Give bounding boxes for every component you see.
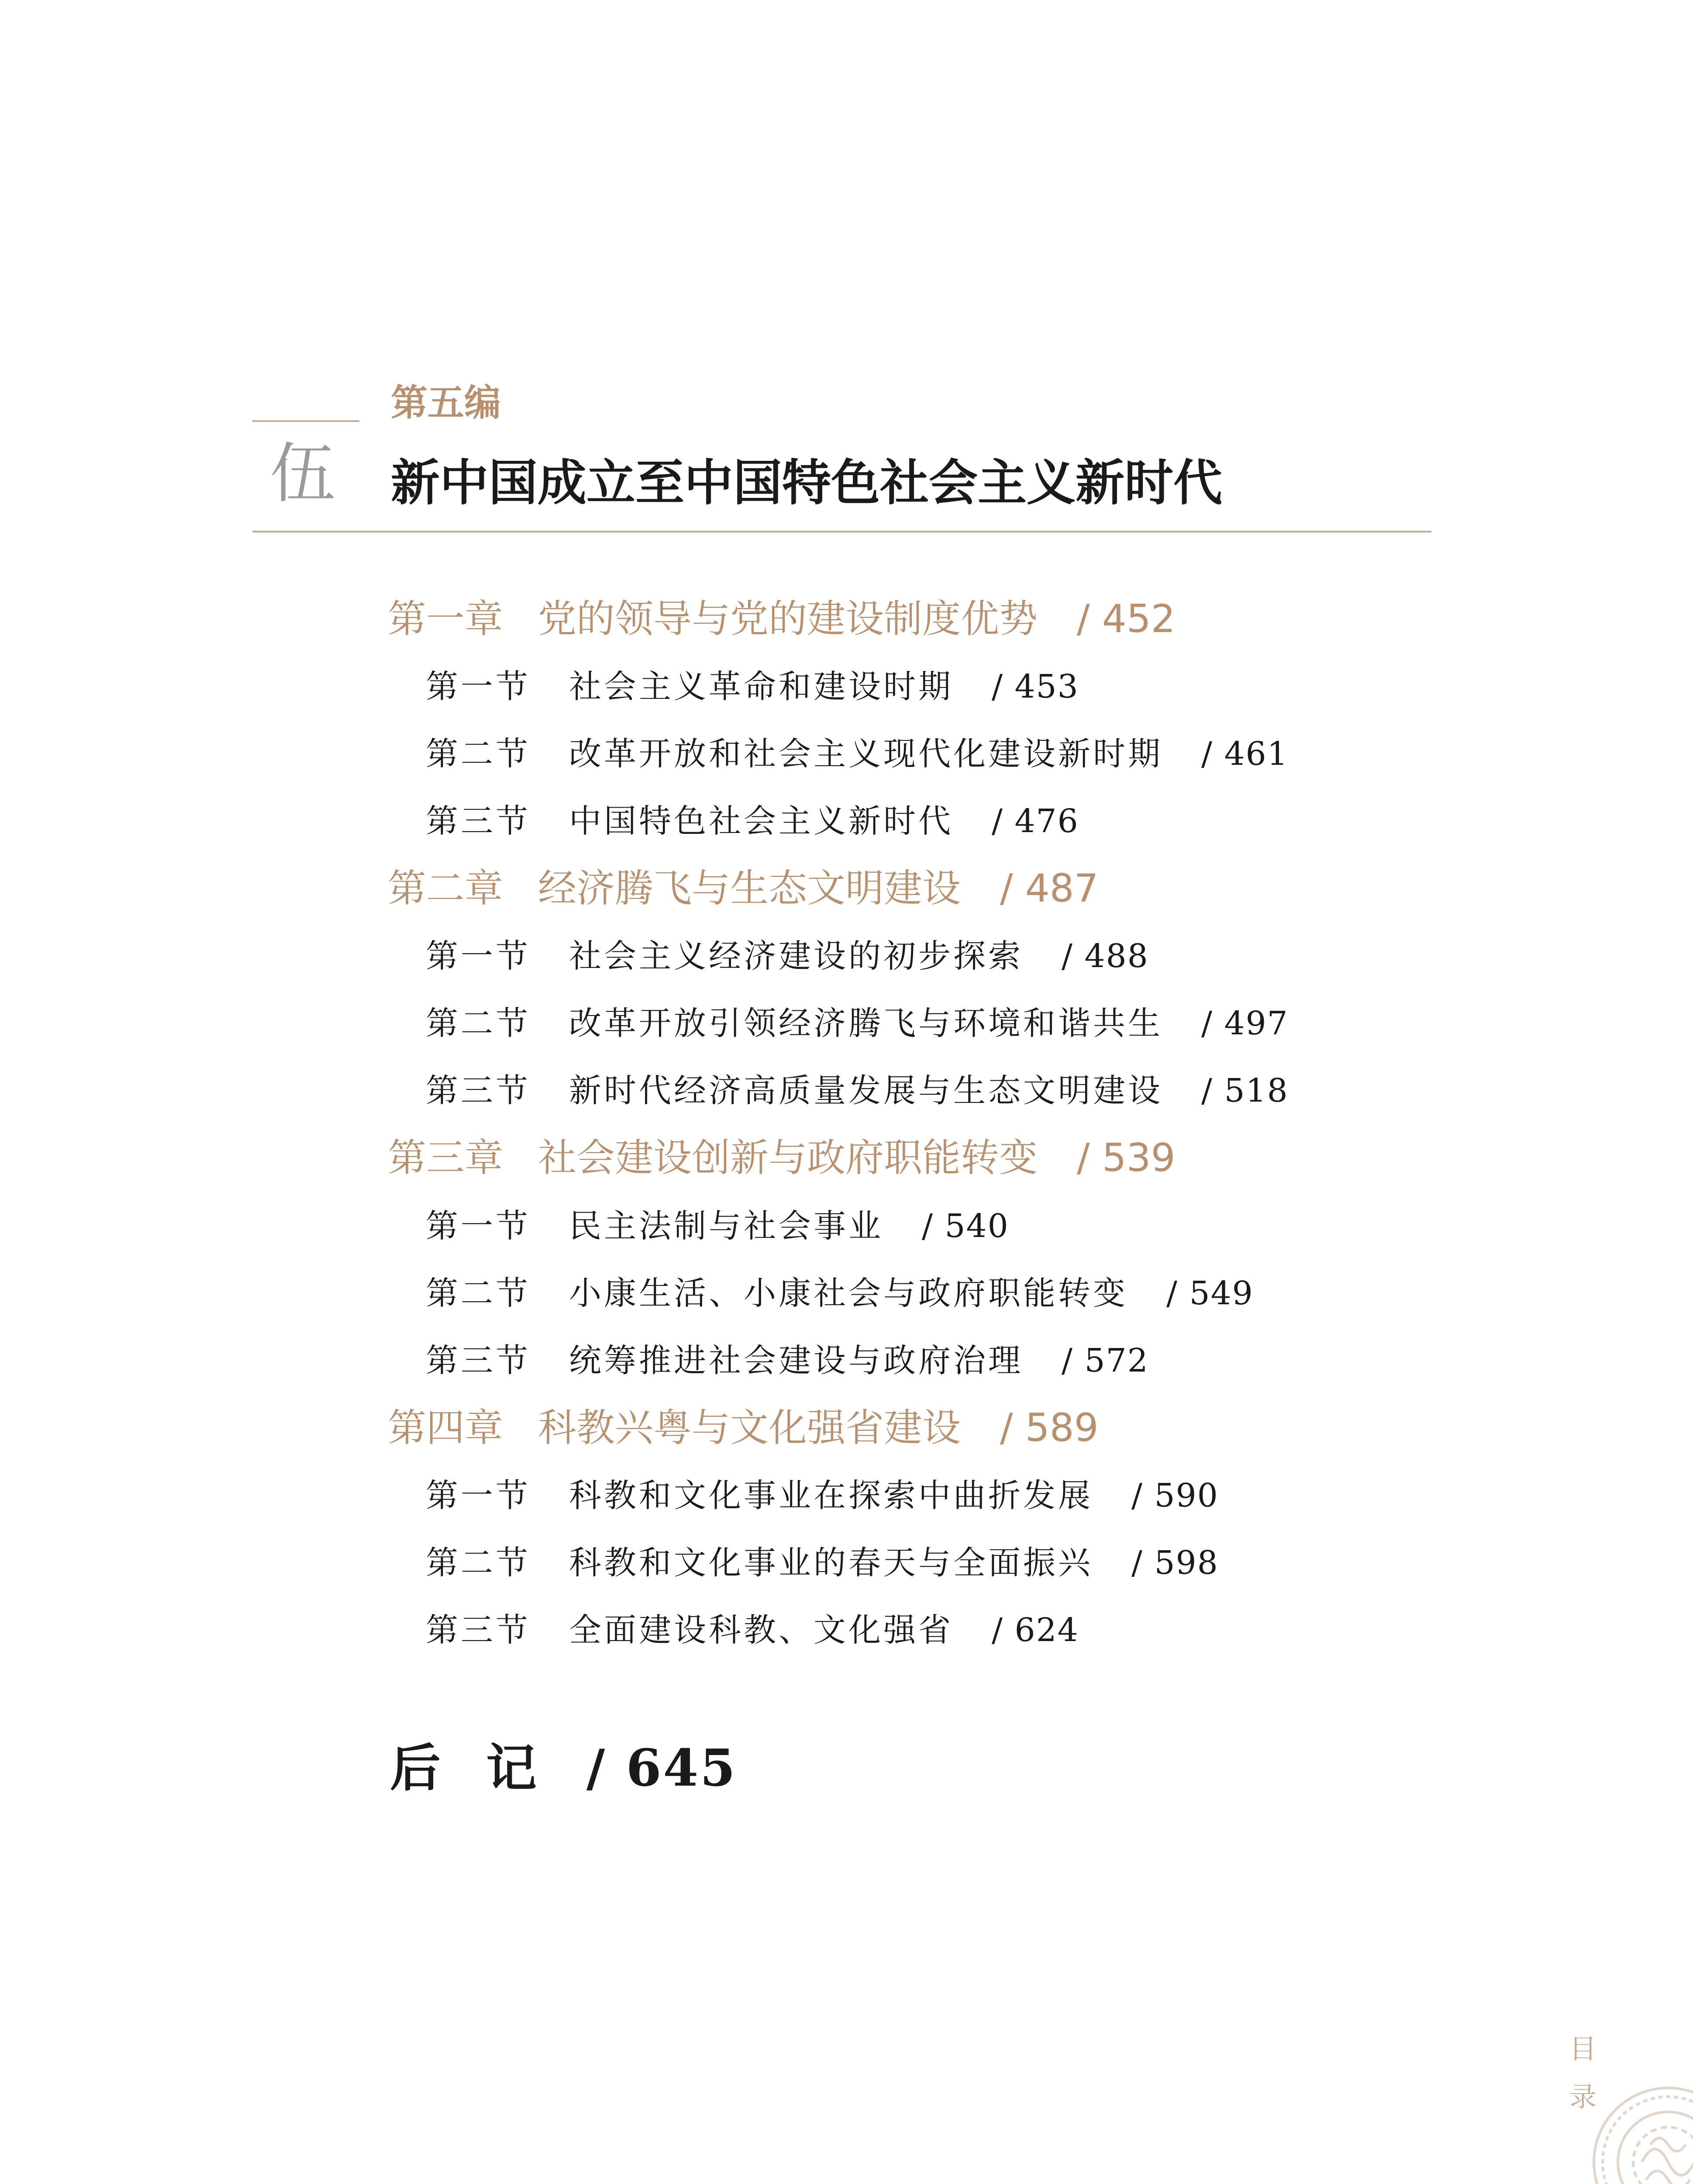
- section-3-3[interactable]: [426, 1344, 1149, 1377]
- section-page: / 453: [992, 668, 1079, 705]
- section-4-3[interactable]: [426, 1611, 1079, 1649]
- afterword-label-second: 记: [486, 1738, 538, 1798]
- section-3-2[interactable]: [426, 1277, 1254, 1310]
- section-3-1[interactable]: [426, 1207, 1009, 1245]
- section-page: / 624: [992, 1611, 1079, 1649]
- section-number: 第二节: [426, 1544, 531, 1582]
- chapter-number: 第四章: [388, 1405, 503, 1450]
- chapter-number: 第一章: [388, 596, 503, 641]
- section-number: 第一节: [426, 1207, 531, 1245]
- section-number: 第三节: [426, 1611, 531, 1649]
- afterword-page: / 645: [586, 1738, 737, 1798]
- section-2-2[interactable]: [426, 1007, 1289, 1040]
- chapter-page: / 539: [1077, 1135, 1176, 1180]
- section-page: / 598: [1131, 1544, 1219, 1582]
- chapter-title: 科教兴粤与文化强省建设: [538, 1405, 961, 1450]
- afterword-entry[interactable]: [390, 1738, 737, 1798]
- section-title: 中国特色社会主义新时代: [569, 802, 953, 840]
- chapter-title: 社会建设创新与政府职能转变: [538, 1135, 1038, 1180]
- section-page: / 572: [1062, 1342, 1149, 1379]
- part-title-rule: [252, 531, 1431, 532]
- chapter-page: / 452: [1077, 596, 1176, 641]
- section-page: / 590: [1131, 1477, 1219, 1514]
- section-title: 社会主义经济建设的初步探索: [569, 937, 1023, 975]
- section-title: 全面建设科教、文化强省: [569, 1611, 953, 1649]
- section-page: / 476: [992, 802, 1079, 840]
- section-page: / 549: [1166, 1275, 1254, 1312]
- section-page: / 540: [922, 1207, 1009, 1245]
- section-1-1[interactable]: [426, 670, 1079, 703]
- chapter-4[interactable]: [388, 1405, 1099, 1450]
- chapter-page: / 487: [1000, 866, 1099, 911]
- section-title: 统筹推进社会建设与政府治理: [569, 1342, 1023, 1379]
- section-page: / 488: [1062, 937, 1149, 975]
- sidebar-char-mu: 目: [1569, 2033, 1597, 2065]
- section-title: 改革开放引领经济腾飞与环境和谐共生: [569, 1005, 1163, 1042]
- chapter-1[interactable]: [388, 596, 1176, 641]
- section-2-3[interactable]: [426, 1072, 1289, 1109]
- section-number: 第二节: [426, 1005, 531, 1042]
- chapter-number: 第三章: [388, 1135, 503, 1180]
- chapter-number: 第二章: [388, 866, 503, 911]
- section-4-2[interactable]: [426, 1544, 1219, 1582]
- section-number: 第二节: [426, 1275, 531, 1312]
- sidebar-char-lu: 录: [1569, 2081, 1597, 2113]
- section-title: 改革开放和社会主义现代化建设新时期: [569, 735, 1163, 773]
- section-title: 科教和文化事业在探索中曲折发展: [569, 1477, 1093, 1514]
- part-numeral: 伍: [270, 436, 336, 512]
- section-number: 第三节: [426, 1342, 531, 1379]
- chapter-page: / 589: [1000, 1405, 1099, 1450]
- section-number: 第二节: [426, 735, 531, 773]
- section-title: 科教和文化事业的春天与全面振兴: [569, 1544, 1093, 1582]
- section-2-1[interactable]: [426, 937, 1149, 975]
- section-number: 第一节: [426, 937, 531, 975]
- decorative-seal-icon: [1590, 2084, 1693, 2184]
- section-number: 第一节: [426, 1477, 531, 1514]
- afterword-label-first: 后: [390, 1738, 442, 1798]
- section-title: 民主法制与社会事业: [569, 1207, 883, 1245]
- chapter-2[interactable]: [388, 866, 1099, 911]
- chapter-title: 党的领导与党的建设制度优势: [538, 596, 1038, 641]
- section-title: 社会主义革命和建设时期: [569, 668, 953, 705]
- section-number: 第一节: [426, 668, 531, 705]
- section-page: / 518: [1201, 1072, 1289, 1109]
- section-number: 第三节: [426, 802, 531, 840]
- section-number: 第三节: [426, 1072, 531, 1109]
- chapter-3[interactable]: [388, 1135, 1176, 1180]
- part-label-rule: [252, 420, 359, 422]
- section-4-1[interactable]: [426, 1479, 1219, 1512]
- section-1-2[interactable]: [426, 735, 1289, 773]
- part-label: 第五编: [391, 381, 501, 424]
- section-title: 小康生活、小康社会与政府职能转变: [569, 1275, 1128, 1312]
- section-title: 新时代经济高质量发展与生态文明建设: [569, 1072, 1163, 1109]
- chapter-title: 经济腾飞与生态文明建设: [538, 866, 961, 911]
- section-1-3[interactable]: [426, 802, 1079, 840]
- section-page: / 497: [1201, 1005, 1289, 1042]
- part-title: 新中国成立至中国特色社会主义新时代: [391, 454, 1222, 511]
- section-page: / 461: [1201, 735, 1289, 773]
